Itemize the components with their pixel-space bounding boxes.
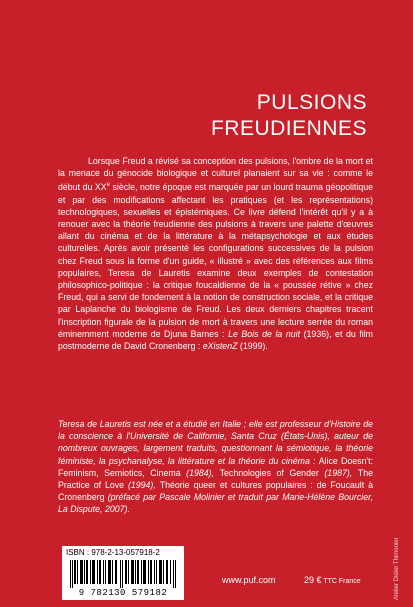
bio-year-2: (1987), [324, 467, 358, 478]
barcode-number: 9 782130 579182 [78, 588, 168, 598]
desc-superscript: e [106, 182, 110, 189]
desc-part-3: (1936), et du film postmoderne de David Cronenberg : [58, 328, 373, 351]
desc-part-1: Lorsque Freud a révisé sa conception des pulsions, l'ombre de la mort et la menace du génocide biologique et culturel planaient sur sa vie : comme le début du XX [58, 156, 373, 193]
price-suffix: TTC France [321, 578, 361, 585]
bio-work-2: Technologies of Gender [219, 467, 325, 478]
desc-part-4: (1999). [237, 340, 268, 351]
bio-work-3: The Practice of Love [58, 467, 373, 491]
book-title [211, 90, 367, 142]
barcode-icon [70, 560, 178, 588]
bio-year-1: (1984), [186, 467, 220, 478]
description-paragraph [58, 155, 373, 352]
price-value: 29 € [304, 575, 322, 585]
bio-part-1: Teresa de Lauretis est née et a étudié en Italie ; elle est professeur d'Histoire de la conscience à l'Université de Californie, Santa Cruz (États-Unis), auteur de nombreux ouvrages, largement traduits, questionnant la sémiotique, la théorie féministe, la psychanalyse, la littérature et la théorie du cinéma : [58, 419, 373, 466]
designer-credit: Atelier Didier Thimonier [394, 537, 400, 600]
isbn-barcode-box [62, 546, 184, 600]
desc-work-title-1: Le Bois de la nuit [228, 328, 301, 339]
bio-work-4: Théorie queer et cultures populaires : de Foucault à Cronenberg [58, 480, 373, 503]
bio-part-5: (préfacé par Pascale Molinier et traduit par Marie-Hélène Bourcier, La Dispute, 2007). [58, 492, 373, 515]
title-line-2: FREUDIENNES [210, 117, 367, 140]
publisher-url: www.puf.com [222, 575, 276, 585]
author-bio [58, 418, 373, 516]
price [304, 575, 361, 585]
desc-work-title-2: eXistenZ [202, 340, 238, 351]
title-line-1: PULSIONS [256, 91, 367, 114]
bio-year-3: (1994), [127, 480, 160, 491]
isbn-label: ISBN : 978-2-13-057918-2 [66, 548, 160, 557]
desc-part-2: siècle, notre époque est marquée par un lourd trauma géopolitique et par des modifications affectant les pratiques (et les représentations) technologiques, sexuelles et épistémiques. Ce livre défend l'intérêt qu'il y a à renouer avec la théorie freudienne des pulsions à travers une palette d'œuvres allant du cinéma et de la littérature à la métapsychologie et aux études culturelles. Après avoir présenté les configurations successives de la pulsion chez Freud sous la forme d'un guide, « illustré » avec des références aux films populaires, Teresa de Lauretis examine deux exemples de contestation philosophico-politique : la critique foucaldienne de la « poussée rétive » chez Freud, qui a servi de fondement à la notion de construction sociale, et la critique par Laplanche du biologisme de Freud. Les deux derniers chapitres tracent l'inscription figurale de la pulsion de mort à travers une lecture serrée du roman éminemment moderne de Djuna Barnes : [58, 182, 373, 339]
bio-work-1: Alice Doesn't: Feminism, Semiotics, Cinema [58, 455, 373, 478]
